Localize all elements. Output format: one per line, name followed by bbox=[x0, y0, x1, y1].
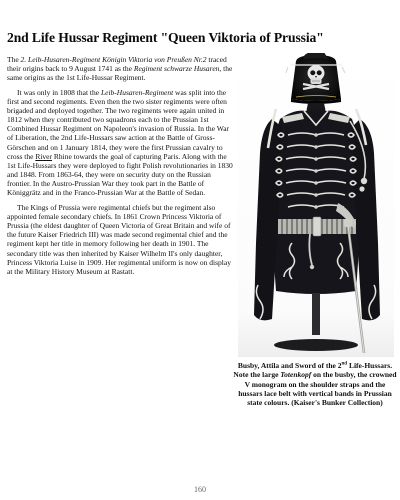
text-run: It was only in 1808 that the bbox=[17, 87, 101, 97]
underlined-word: River bbox=[35, 151, 52, 161]
text-run: Rhine towards the goal of capturing Paris. Along with the 1st Life-Hussars they were deployed to fight Polish revolutionaries in 1830 and 1848. From 1863-64, they were on security duty on the Russian frontier. In the Austro-Prussian War they took part in the Battle of Königgrätz and in the Franco-Prussian War at the Battle of Sedan. bbox=[7, 151, 233, 198]
page-number: 160 bbox=[194, 485, 206, 494]
text-run: was split into the first and second regiments. Even then the two sister regiments were often brigaded and deployed together. The two regiments were again united in 1812 when they contributed two squadrons each to the Prussian 1st Combined Hussar Regiment on Napoleon's invasion of Russia. In the War of Liberation, the 2nd Life-Hussars saw action at the Battle of Gross-Görschen and on 1 January 1814, they were the first Prussian cavalry to cross the bbox=[7, 87, 230, 161]
regiment-original-name: Regiment schwarze Husaren bbox=[133, 64, 220, 74]
caption-run: Busby, Attila and Sword of the 2 bbox=[237, 361, 342, 370]
paragraph-3: The Kings of Prussia were regimental chiefs but the regiment also appointed female secondary chiefs. In 1861 Crown Princess Viktoria of Prussia (the eldest daughter of Queen Victoria of Great Britain and wife of the future Kaiser Friedrich III) was made second regimental chief and the regiment kept her title in memory following her death in 1901. The secondary title was then inherited by Kaiser Wilhelm II's only daughter, Princess Viktoria Luise in 1909. Her regimental uniform is now on display at the Military History Museum at Rastatt. bbox=[7, 202, 231, 276]
mannequin-stand bbox=[312, 293, 320, 335]
paragraph-2 bbox=[7, 88, 235, 198]
page-title: 2nd Life Hussar Regiment "Queen Viktoria of Prussia" bbox=[7, 30, 324, 45]
text-run: The bbox=[7, 55, 21, 64]
photo-caption bbox=[232, 361, 398, 407]
uniform-photo bbox=[238, 53, 394, 357]
text-run: , the same origins as the 1st Life-Hussar Regiment. bbox=[7, 64, 233, 83]
regiment-name-german: 2. Leib-Husaren-Regiment Königin Viktoria von Preußen Nr.2 bbox=[20, 55, 207, 64]
regiment-term: Leib-Husaren-Regiment bbox=[100, 87, 174, 97]
ordinal-superscript: nd bbox=[341, 361, 348, 367]
caption-run: on the busby, the crowned V monogram on the shoulder straps and the hussars lace belt with vertical bands in Prussian state colours. (Kaiser's Bunker Collection) bbox=[238, 370, 397, 408]
article-body bbox=[7, 55, 235, 276]
stand-base bbox=[274, 339, 358, 351]
paragraph-1 bbox=[7, 55, 235, 82]
caption-italic-term: Totenkopf bbox=[280, 370, 312, 380]
caption-run: Life-Hussars. Note the large bbox=[233, 361, 393, 380]
text-run: traced their origins back to 9 August 1741 as the bbox=[7, 55, 227, 74]
